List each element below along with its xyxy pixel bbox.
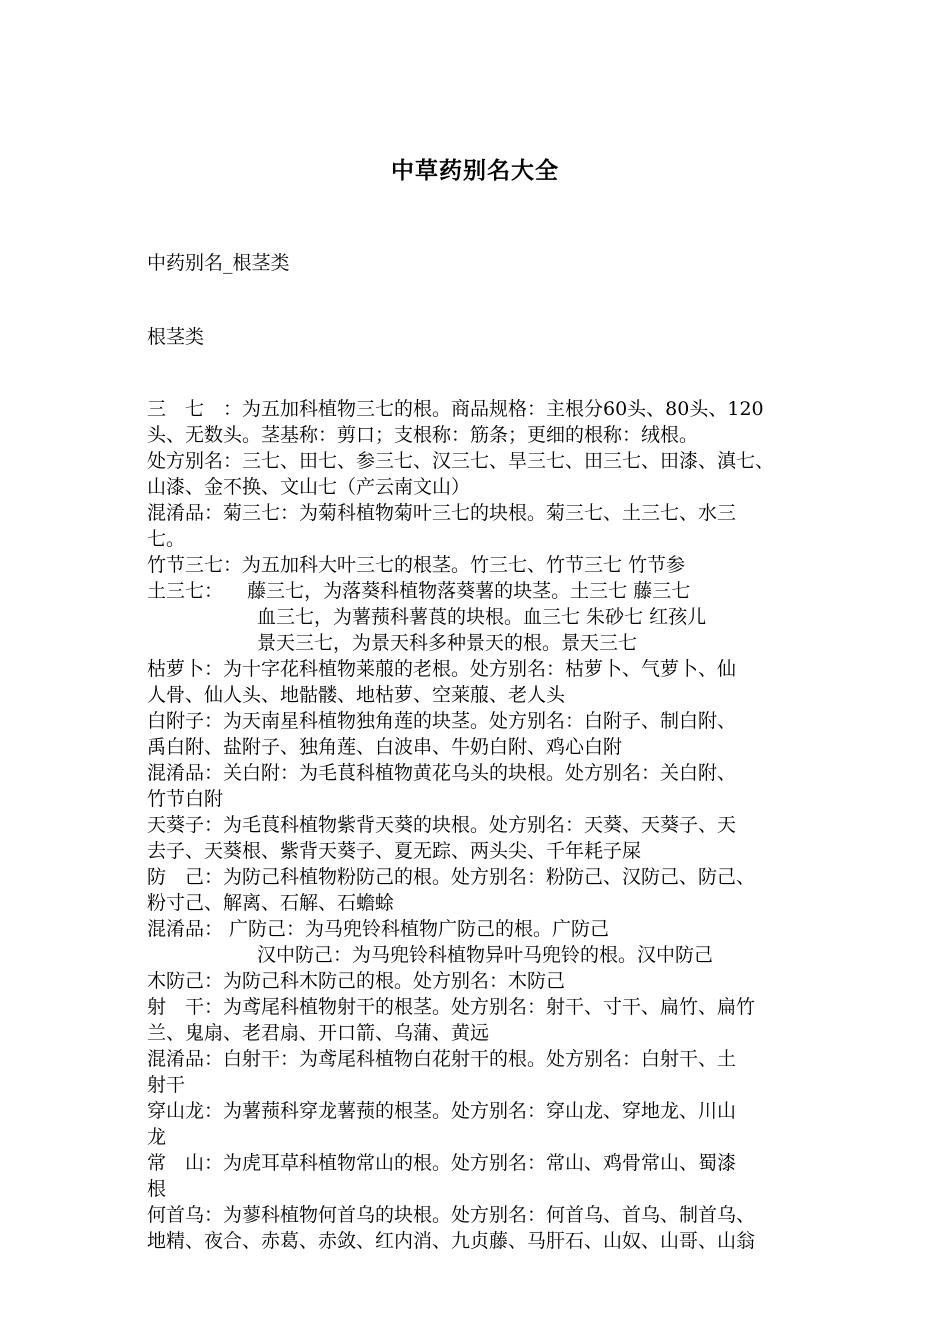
body-line: 兰、鬼扇、老君扇、开口箭、乌蒲、黄远: [147, 1022, 490, 1044]
document-title: 中草药别名大全: [391, 158, 559, 184]
body-line: 土三七： 藤三七，为落葵科植物落葵薯的块茎。土三七 藤三七: [147, 580, 691, 602]
body-line: 木防己：为防己科木防己的根。处方别名：木防己: [147, 970, 566, 992]
body-line: 处方别名：三七、田七、参三七、汉三七、旱三七、田三七、田漆、滇七、: [147, 450, 775, 472]
body-line: 血三七，为薯蓣科薯莨的块根。血三七 朱砂七 红孩儿: [257, 606, 707, 628]
body-line: 根: [147, 1178, 167, 1200]
body-line: 射干: [147, 1074, 186, 1096]
body-line: 龙: [147, 1126, 167, 1148]
document-subtitle: 中药别名_根茎类: [147, 252, 290, 274]
body-line: 山漆、金不换、文山七（产云南文山）: [147, 476, 471, 498]
body-line: 射 干：为鸢尾科植物射干的根茎。处方别名：射干、寸干、扁竹、扁竹: [147, 996, 756, 1018]
body-line: 景天三七，为景天科多种景天的根。景天三七: [257, 632, 638, 654]
body-line: 禹白附、盐附子、独角莲、白波串、牛奶白附、鸡心白附: [147, 736, 623, 758]
body-line: 混淆品：白射干：为鸢尾科植物白花射干的根。处方别名：白射干、土: [147, 1048, 737, 1070]
body-line: 枯萝卜：为十字花科植物莱菔的老根。处方别名：枯萝卜、气萝卜、仙: [147, 658, 737, 680]
body-line: 去子、天葵根、紫背天葵子、夏无踪、两头尖、千年耗子屎: [147, 840, 642, 862]
body-line: 头、无数头。茎基称：剪口；支根称：筋条；更细的根称：绒根。: [147, 424, 699, 446]
body-line: 竹节白附: [147, 788, 224, 810]
body-line: 混淆品：关白附：为毛茛科植物黄花乌头的块根。处方别名：关白附、: [147, 762, 737, 784]
body-line: 竹节三七：为五加科大叶三七的根茎。竹三七、竹节三七 竹节参: [147, 554, 686, 576]
body-line: 穿山龙：为薯蓣科穿龙薯蓣的根茎。处方别名：穿山龙、穿地龙、川山: [147, 1100, 737, 1122]
body-line: 何首乌：为蓼科植物何首乌的块根。处方别名：何首乌、首乌、制首乌、: [147, 1204, 756, 1226]
body-line: 混淆品：菊三七：为菊科植物菊叶三七的块根。菊三七、土三七、水三: [147, 502, 737, 524]
body-line: 混淆品： 广防己：为马兜铃科植物广防己的根。广防己: [147, 918, 610, 940]
body-line: 三 七 ：为五加科植物三七的根。商品规格：主根分60头、80头、120: [147, 398, 764, 420]
body-line: 汉中防己：为马兜铃科植物异叶马兜铃的根。汉中防己: [257, 944, 714, 966]
body-line: 人骨、仙人头、地骷髅、地枯萝、空莱菔、老人头: [147, 684, 566, 706]
body-line: 常 山：为虎耳草科植物常山的根。处方别名：常山、鸡骨常山、蜀漆: [147, 1152, 737, 1174]
body-line: 白附子：为天南星科植物独角莲的块茎。处方别名：白附子、制白附、: [147, 710, 737, 732]
body-line: 防 己：为防己科植物粉防己的根。处方别名：粉防己、汉防己、防己、: [147, 866, 756, 888]
body-line: 七。: [147, 528, 186, 550]
section-heading: 根茎类: [147, 326, 205, 348]
document-body: [147, 396, 807, 1254]
body-line: 天葵子：为毛茛科植物紫背天葵的块根。处方别名：天葵、天葵子、天: [147, 814, 737, 836]
body-line: 粉寸己、解离、石解、石蟾蜍: [147, 892, 395, 914]
body-line: 地精、夜合、赤葛、赤敛、红内消、九贞藤、马肝石、山奴、山哥、山翁: [147, 1230, 756, 1252]
